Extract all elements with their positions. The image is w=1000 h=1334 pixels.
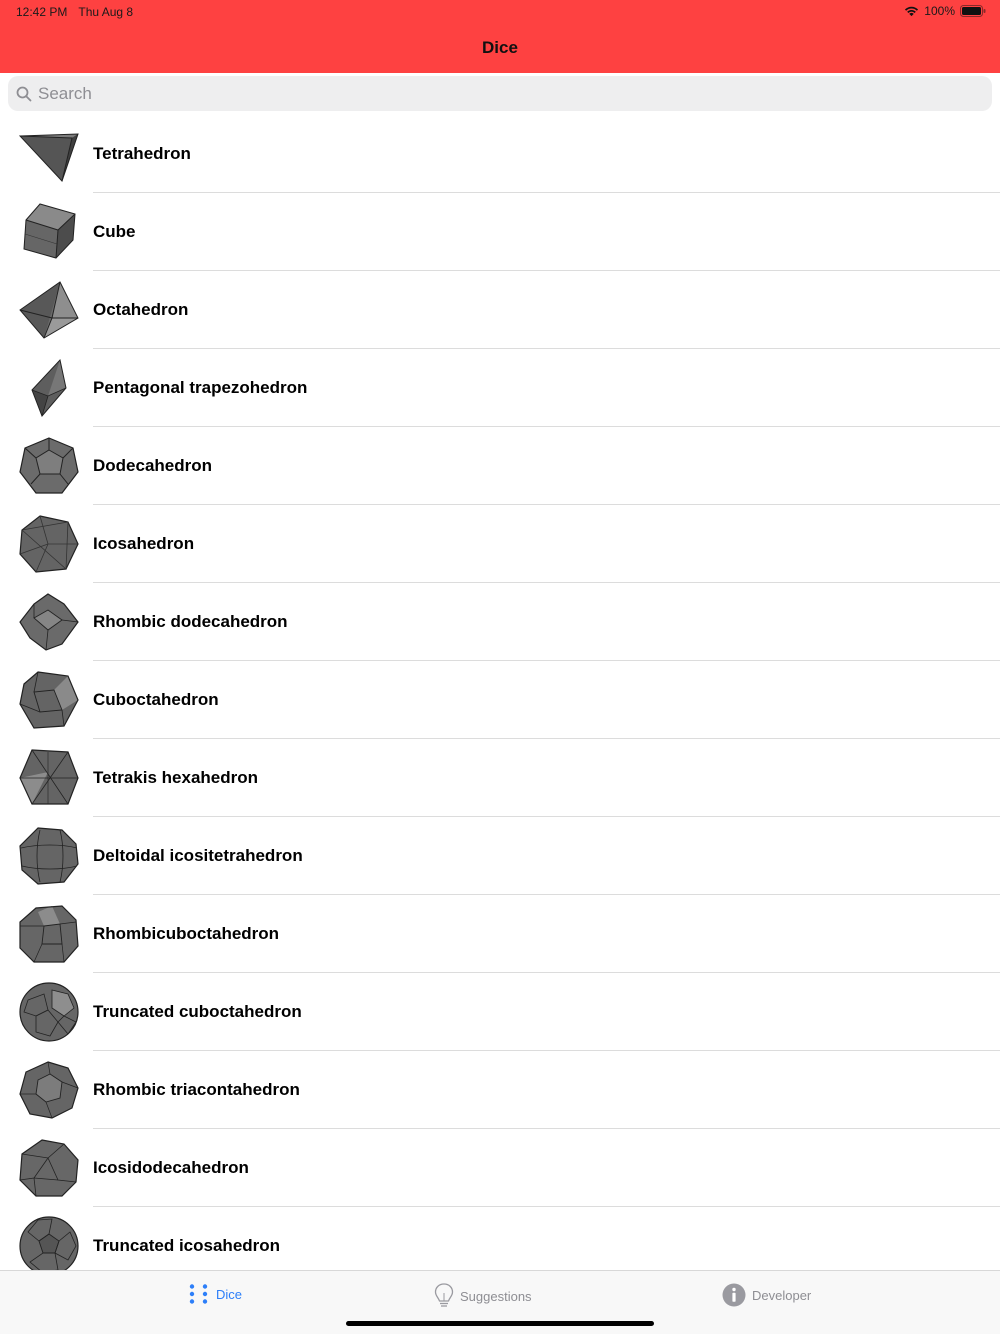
list-item[interactable]	[0, 895, 1000, 973]
icosidodecahedron-icon	[18, 1138, 80, 1198]
list-item-label: Truncated icosahedron	[93, 1236, 281, 1255]
list-item-label: Rhombic triacontahedron	[93, 1080, 300, 1099]
icosahedron-icon	[18, 514, 80, 574]
info-icon	[722, 1283, 746, 1307]
deltoidal-icositetrahedron-icon	[18, 826, 80, 886]
list-item-label: Cuboctahedron	[93, 690, 219, 709]
list-item-label: Truncated cuboctahedron	[93, 1002, 302, 1021]
tab-label: Suggestions	[460, 1288, 532, 1304]
list-item[interactable]	[0, 973, 1000, 1051]
tetrahedron-icon	[18, 124, 80, 184]
list-item-label: Tetrahedron	[93, 144, 191, 163]
tab-label: Dice	[216, 1286, 243, 1302]
list-item-label: Dodecahedron	[93, 456, 213, 475]
tab-suggestions[interactable]	[434, 1283, 532, 1309]
truncated-cuboctahedron-icon	[18, 982, 80, 1042]
list-item[interactable]	[0, 583, 1000, 661]
rhombicuboctahedron-icon	[18, 904, 80, 964]
tab-dice[interactable]	[188, 1283, 242, 1305]
list-item-label: Deltoidal icositetrahedron	[93, 846, 303, 865]
status-bar-left	[16, 5, 133, 19]
list-item-label: Icosidodecahedron	[93, 1158, 249, 1177]
list-item-label: Cube	[93, 222, 136, 241]
search-icon	[16, 86, 32, 102]
list-item[interactable]	[0, 739, 1000, 817]
cube-icon	[18, 202, 80, 262]
list-item[interactable]	[0, 349, 1000, 427]
tab-developer[interactable]	[722, 1283, 811, 1307]
dice-list[interactable]	[0, 115, 1000, 1271]
list-item-label: Rhombicuboctahedron	[93, 924, 280, 943]
rhombic-dodecahedron-icon	[18, 592, 80, 652]
list-item-label: Rhombic dodecahedron	[93, 612, 288, 631]
navigation-bar	[0, 0, 1000, 73]
list-item[interactable]	[0, 193, 1000, 271]
list-item-label: Octahedron	[93, 300, 189, 319]
list-item[interactable]	[0, 115, 1000, 193]
list-item[interactable]	[0, 817, 1000, 895]
search-bar[interactable]	[8, 76, 992, 111]
status-bar-right	[904, 4, 986, 18]
list-item-label: Icosahedron	[93, 534, 195, 553]
status-time: 12:42 PM	[16, 5, 68, 19]
list-item[interactable]	[0, 271, 1000, 349]
home-indicator	[346, 1321, 654, 1326]
tab-label: Developer	[752, 1287, 812, 1303]
battery-icon	[960, 5, 986, 17]
list-item-label: Pentagonal trapezohedron	[93, 378, 308, 397]
battery-percent: 100%	[924, 4, 955, 18]
wifi-icon	[904, 5, 919, 17]
rhombic-triacontahedron-icon	[18, 1060, 80, 1120]
search-input[interactable]	[38, 84, 938, 104]
octahedron-icon	[18, 280, 80, 340]
list-item[interactable]	[0, 1051, 1000, 1129]
dice-dots-icon	[188, 1283, 210, 1305]
tetrakis-hexahedron-icon	[18, 748, 80, 808]
pentagonal-trapezohedron-icon	[18, 358, 80, 418]
truncated-icosahedron-icon	[18, 1216, 80, 1271]
list-item[interactable]	[0, 1129, 1000, 1207]
lightbulb-icon	[434, 1283, 454, 1309]
status-date: Thu Aug 8	[78, 5, 134, 19]
list-item[interactable]	[0, 427, 1000, 505]
list-item[interactable]	[0, 1207, 1000, 1271]
cuboctahedron-icon	[18, 670, 80, 730]
list-item[interactable]	[0, 505, 1000, 583]
list-item-label: Tetrakis hexahedron	[93, 768, 259, 787]
list-item[interactable]	[0, 661, 1000, 739]
dodecahedron-icon	[18, 436, 80, 496]
page-title: Dice	[482, 38, 518, 57]
